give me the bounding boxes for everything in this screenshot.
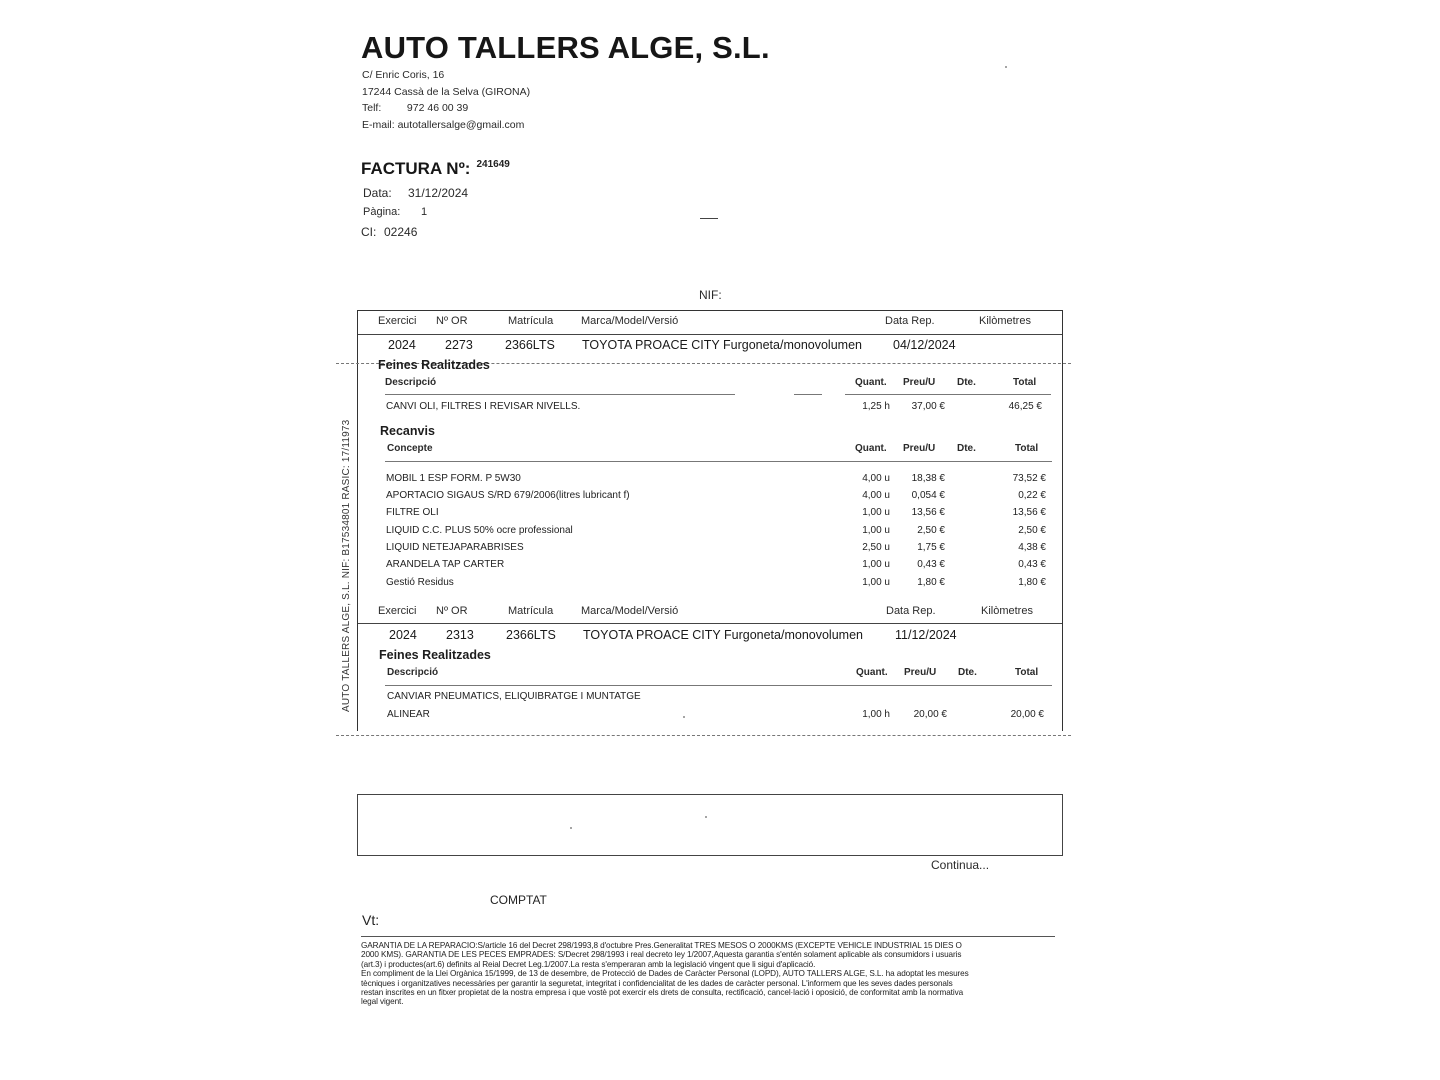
- rule: [845, 394, 1051, 395]
- rule: [794, 394, 822, 395]
- col-header-matricula: Matrícula: [508, 605, 554, 617]
- legal-line: GARANTIA DE LA REPARACIO:S/article 16 del Decret 298/1993,8 d'octubre Pres.Generalitat TRES MESOS O 2000KMS (EXCEPTE VEHICLE INDUSTRIAL 15 DIES O: [361, 941, 962, 950]
- scan-speck: [570, 827, 572, 829]
- recanvi-total: 13,56 €: [1012, 507, 1046, 518]
- col-quant: Quant.: [856, 667, 888, 678]
- col-dte: Dte.: [957, 377, 976, 388]
- recanvi-quant: 1,00 u: [862, 559, 890, 570]
- col-total: Total: [1015, 667, 1039, 678]
- invoice-number: 241649: [476, 159, 510, 170]
- section-recanvis: Recanvis: [380, 424, 435, 438]
- email-row: [362, 119, 524, 131]
- legal-line: 2000 KMS). GARANTIA DE LES PECES EMPRADES: S/Decret 298/1993 i real decreto ley 1/2007,Aquesta garantia s'entén solament aplicable als consumidors i usuaris: [361, 950, 962, 960]
- col-dte: Dte.: [957, 443, 976, 454]
- company-name: AUTO TALLERS ALGE, S.L.: [361, 30, 770, 65]
- scan-speck: [705, 816, 707, 818]
- client-row: [361, 225, 417, 239]
- recanvi-total: 1,80 €: [1018, 577, 1046, 588]
- orders-table: [357, 310, 1063, 731]
- order2-marca: TOYOTA PROACE CITY Furgoneta/monovolumen: [583, 628, 863, 642]
- recanvi-total: 4,38 €: [1018, 542, 1046, 553]
- col-preu: Preu/U: [903, 443, 936, 454]
- order1-marca: TOYOTA PROACE CITY Furgoneta/monovolumen: [582, 338, 862, 352]
- recanvi-preu: 18,38 €: [911, 473, 945, 484]
- phone-value: 972 46 00 39: [406, 102, 469, 114]
- col-header-exercici: Exercici: [378, 605, 417, 617]
- recanvi-preu: 1,80 €: [917, 577, 945, 588]
- email-label: E-mail:: [362, 119, 395, 131]
- feina-preu: 37,00 €: [911, 401, 945, 412]
- rule: [385, 394, 735, 395]
- recanvi-desc: FILTRE OLI: [386, 507, 439, 518]
- recanvi-desc: MOBIL 1 ESP FORM. P 5W30: [386, 473, 521, 484]
- recanvi-quant: 1,00 u: [862, 507, 890, 518]
- recanvi-quant: 4,00 u: [862, 490, 890, 501]
- recanvi-desc: LIQUID NETEJAPARABRISES: [386, 542, 524, 553]
- order2-or: 2313: [446, 628, 474, 642]
- feina-total: 46,25 €: [1008, 401, 1042, 412]
- feina-desc: ALINEAR: [387, 709, 430, 720]
- recanvi-quant: 2,50 u: [862, 542, 890, 553]
- phone-label: Telf:: [362, 102, 382, 114]
- order1-or: 2273: [445, 338, 473, 352]
- order1-exercici: 2024: [388, 338, 416, 352]
- invoice-date-label: Data:: [363, 186, 392, 200]
- col-header-matricula: Matrícula: [508, 315, 554, 327]
- col-dte: Dte.: [958, 667, 977, 678]
- continua-label: Continua...: [931, 858, 990, 872]
- footer-divider: [361, 936, 1055, 937]
- recanvi-preu: 1,75 €: [917, 542, 945, 553]
- invoice-title-label: FACTURA Nº:: [361, 159, 471, 178]
- scan-speck: [1005, 66, 1007, 68]
- email-value: autotallersalge@gmail.com: [397, 119, 525, 131]
- recanvi-preu: 0,43 €: [917, 559, 945, 570]
- nif-label: NIF:: [699, 288, 722, 302]
- legal-line: legal vigent.: [361, 997, 404, 1007]
- col-header-marca: Marca/Model/Versió: [581, 605, 679, 617]
- order2-matricula: 2366LTS: [506, 628, 556, 642]
- feina-quant: 1,00 h: [862, 709, 890, 720]
- vt-label: Vt:: [362, 912, 380, 928]
- order1-matricula: 2366LTS: [505, 338, 555, 352]
- scan-mark: [700, 218, 718, 219]
- section-feines-realitzades: Feines Realitzades: [378, 358, 490, 372]
- feina-quant: 1,25 h: [862, 401, 890, 412]
- address-line-1: C/ Enric Coris, 16: [362, 69, 445, 81]
- header-divider: [358, 334, 1062, 335]
- invoice-page-label: Pàgina:: [363, 206, 401, 218]
- rule: [385, 461, 1052, 462]
- recanvi-quant: 1,00 u: [862, 525, 890, 536]
- recanvi-preu: 0,054 €: [911, 490, 945, 501]
- recanvi-total: 2,50 €: [1018, 525, 1046, 536]
- order2-data-rep: 11/12/2024: [895, 628, 957, 642]
- col-total: Total: [1015, 443, 1039, 454]
- col-header-exercici: Exercici: [378, 315, 417, 327]
- feina-desc: CANVI OLI, FILTRES I REVISAR NIVELLS.: [386, 401, 581, 412]
- recanvi-desc: APORTACIO SIGAUS S/RD 679/2006(litres lubricant f): [386, 490, 630, 501]
- feina-preu: 20,00 €: [913, 709, 947, 720]
- payment-method: COMPTAT: [490, 893, 547, 907]
- col-preu: Preu/U: [904, 667, 937, 678]
- col-header-or: Nº OR: [436, 315, 468, 327]
- recanvi-desc: ARANDELA TAP CARTER: [386, 559, 505, 570]
- invoice-date-row: [363, 186, 468, 200]
- col-header-km: Kilòmetres: [979, 315, 1031, 327]
- col-concepte: Concepte: [387, 443, 433, 454]
- col-header-or: Nº OR: [436, 605, 468, 617]
- rule: [385, 685, 1052, 686]
- legal-line: (art.3) i productes(art.6) definits al Reial Decret Leg.1/2007.La resta s'emperaran amb la legislació vingent que li sigui d'aplicació.: [361, 959, 816, 969]
- legal-line: restan inscrites en un fitxer propietat de la nostra empresa i que vostè pot exercir els drets de consulta, rectificació, cancel·lació i oposició, de conformitat amb la normativa: [361, 988, 964, 998]
- invoice-page: 1: [421, 206, 428, 218]
- recanvi-desc: LIQUID C.C. PLUS 50% ocre professional: [386, 525, 573, 536]
- col-quant: Quant.: [855, 443, 887, 454]
- recanvi-quant: 1,00 u: [862, 577, 890, 588]
- invoice-date: 31/12/2024: [408, 186, 469, 200]
- col-descripcio: Descripció: [385, 377, 437, 388]
- phone-row: [362, 102, 468, 114]
- recanvi-total: 0,43 €: [1018, 559, 1046, 570]
- observations-box: [357, 794, 1063, 856]
- feina-desc: CANVIAR PNEUMATICS, ELIQUIBRATGE I MUNTATGE: [387, 691, 641, 702]
- col-descripcio: Descripció: [387, 667, 439, 678]
- legal-line: En compliment de la Llei Orgànica 15/1999, de 13 de desembre, de Protecció de Dades de Caràcter Personal (LOPD), AUTO TALLERS ALGE, S.L. ha adoptat les mesures: [361, 969, 969, 979]
- col-header-data-rep: Data Rep.: [886, 605, 936, 617]
- client-label: CI:: [361, 225, 377, 239]
- recanvi-total: 0,22 €: [1018, 490, 1046, 501]
- recanvi-preu: 2,50 €: [917, 525, 945, 536]
- col-total: Total: [1013, 377, 1037, 388]
- col-quant: Quant.: [855, 377, 887, 388]
- col-header-marca: Marca/Model/Versió: [581, 315, 679, 327]
- scan-speck: [683, 716, 685, 718]
- recanvi-quant: 4,00 u: [862, 473, 890, 484]
- col-preu: Preu/U: [903, 377, 936, 388]
- header-divider: [358, 623, 1062, 624]
- client-id: 02246: [384, 225, 418, 239]
- section-feines-realitzades: Feines Realitzades: [379, 648, 491, 662]
- feina-total: 20,00 €: [1010, 709, 1044, 720]
- invoice-title: [361, 159, 510, 179]
- legal-text: [361, 941, 1061, 1007]
- invoice-page-row: [363, 206, 427, 218]
- scan-line: [336, 735, 1071, 736]
- recanvi-total: 73,52 €: [1012, 473, 1046, 484]
- order2-exercici: 2024: [389, 628, 417, 642]
- recanvi-desc: Gestió Residus: [386, 577, 454, 588]
- col-header-km: Kilòmetres: [981, 605, 1033, 617]
- recanvi-preu: 13,56 €: [911, 507, 945, 518]
- legal-line: tècniques i organitzatives necessàries per garantir la seguretat, integritat i confidencialitat de les dades de caràcter personal. L'informem que les seves dades personals: [361, 978, 953, 988]
- order1-data-rep: 04/12/2024: [893, 338, 956, 352]
- col-header-data-rep: Data Rep.: [885, 315, 935, 327]
- side-registration-text: AUTO TALLERS ALGE, S.L. NIF: B17534801 RASIC: 17/11973: [341, 419, 352, 712]
- address-line-2: 17244 Cassà de la Selva (GIRONA): [362, 86, 531, 98]
